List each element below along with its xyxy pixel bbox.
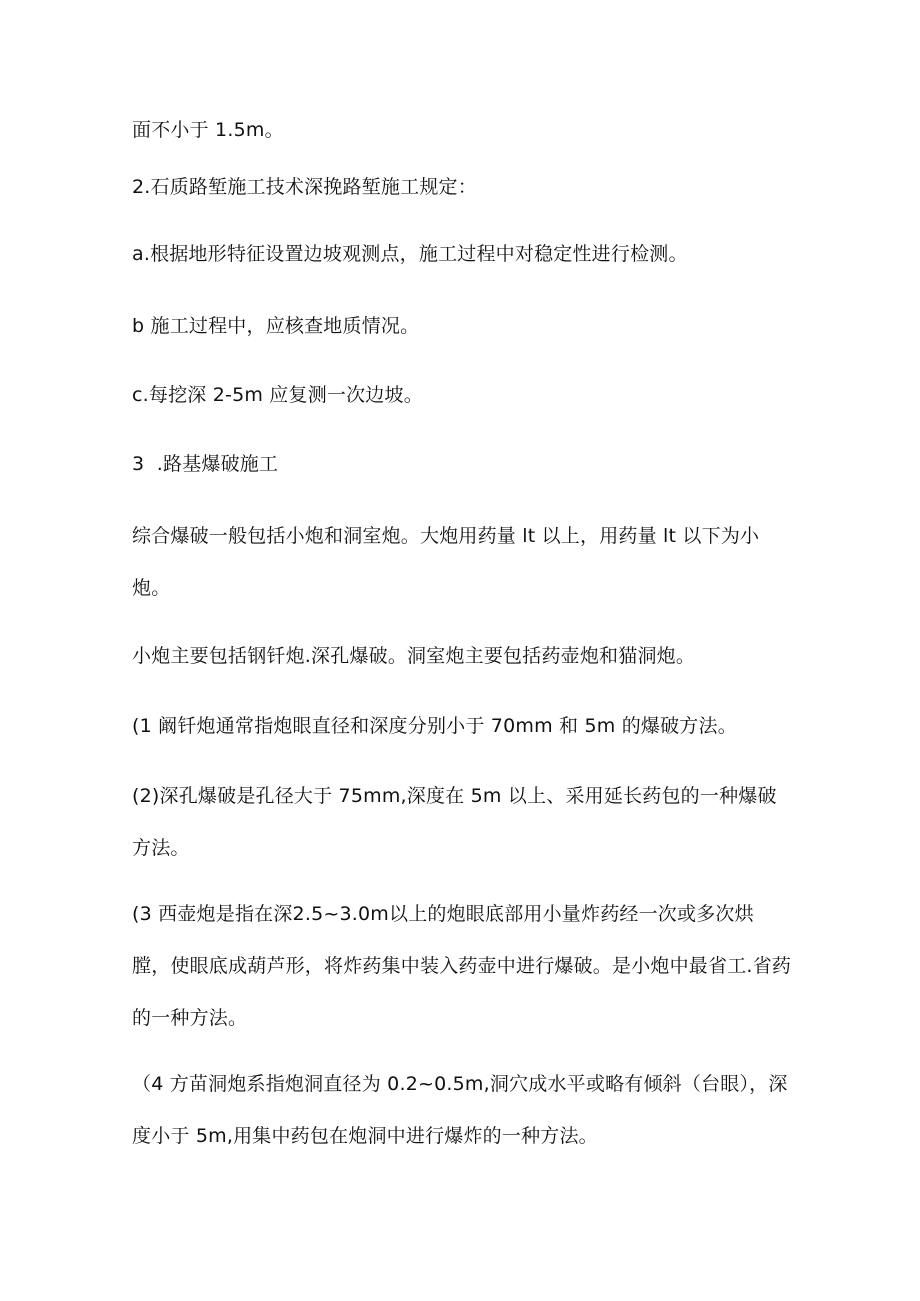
paragraph-blasting-overview: 综合爆破一般包括小炮和洞室炮。大炮用药量 lt 以上，用药量 lt 以下为小炮。 — [132, 525, 760, 599]
paragraph-point-2: (2)深孔爆破是孔径大于 75mm,深度在 5m 以上、采用延长药包的一种爆破方法。 — [132, 785, 777, 859]
paragraph-item-b: b 施工过程中，应核查地质情况。 — [132, 315, 420, 337]
paragraph-section-3-heading: 3 .路基爆破施工 — [132, 453, 279, 475]
paragraph-section-2-heading: 2.石质路堑施工技术深挽路堑施工规定： — [132, 176, 477, 198]
paragraph-continuation: 面不小于 1.5m。 — [132, 119, 284, 141]
paragraph-point-3: (3 西壶炮是指在深2.5~3.0m以上的炮眼底部用小量炸药经一次或多次烘膛，使眼底成葫芦形，将炸药集中装入药壶中进行爆破。是小炮中最省工.省药的一种方法。 — [132, 903, 792, 1029]
paragraph-point-4: （4 方苗洞炮系指炮洞直径为 0.2~0.5m,洞穴成水平或略有倾斜（台眼），深度小于 5m,用集中药包在炮洞中进行爆炸的一种方法。 — [132, 1073, 788, 1147]
paragraph-item-c: c.每挖深 2-5m 应复测一次边坡。 — [132, 384, 423, 406]
paragraph-point-1: (1 阚钎炮通常指炮眼直径和深度分别小于 70mm 和 5m 的爆破方法。 — [132, 715, 737, 737]
paragraph-item-a: a.根据地形特征设置边坡观测点，施工过程中对稳定性进行检测。 — [132, 243, 688, 265]
paragraph-small-blast-types: 小炮主要包括钢钎炮.深孔爆破。洞室炮主要包括药壶炮和猫洞炮。 — [132, 645, 696, 667]
